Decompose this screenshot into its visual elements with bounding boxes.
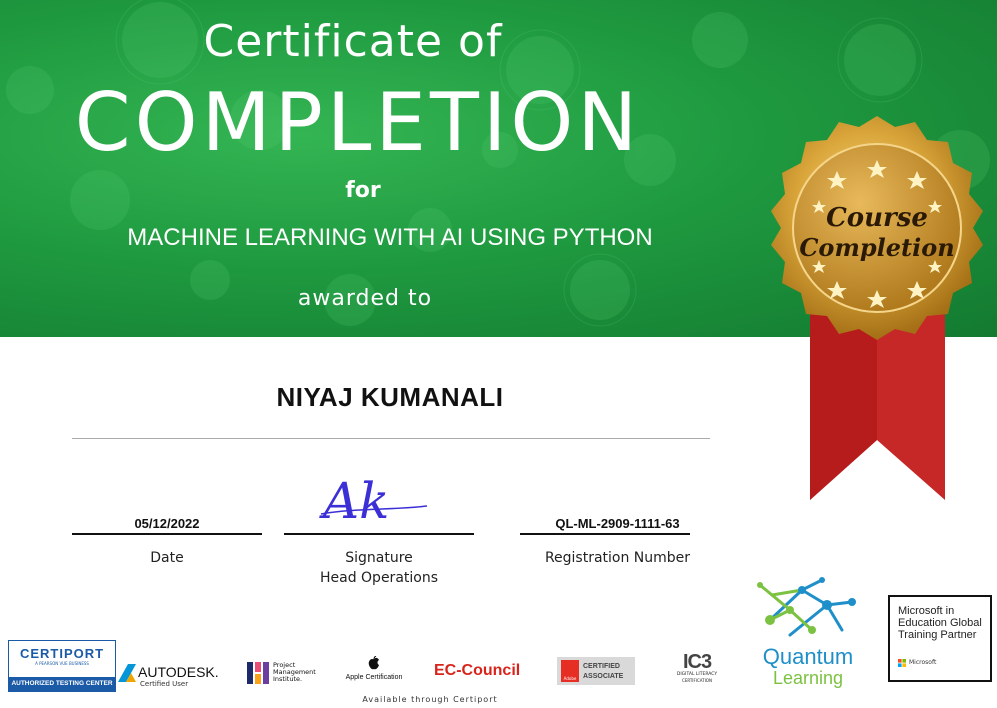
course-completion-seal — [745, 110, 997, 510]
certiport-sub: A PEARSON VUE BUSINESS — [35, 661, 89, 666]
ic3-name: IC3 — [682, 651, 712, 673]
ms-text-2: Education Global — [898, 617, 982, 629]
pmi-text-2: Management — [273, 668, 316, 676]
autodesk-icon — [118, 664, 136, 682]
signature-image — [315, 470, 445, 530]
date-value: 05/12/2022 — [134, 516, 200, 531]
signature-line — [284, 533, 474, 535]
registration-value: QL-ML-2909-1111-63 — [555, 516, 680, 531]
autodesk-name: AUTODESK. — [138, 664, 219, 680]
signature-label-line-2: Head Operations — [319, 570, 439, 586]
adobe-text-2: ASSOCIATE — [583, 673, 624, 680]
pmi-logo — [247, 662, 327, 690]
awarded-label: awarded to — [297, 286, 433, 311]
quantum-network-icon — [742, 560, 870, 650]
signature-label — [284, 548, 474, 588]
ms-text-3: Training Partner — [898, 629, 977, 641]
registration-label: Registration Number — [544, 550, 691, 566]
registration-line — [520, 533, 690, 535]
certiport-logo — [8, 640, 116, 692]
quantum-text-1: Quantum — [762, 644, 854, 669]
ec-council-logo: EC-Council — [434, 662, 521, 679]
ic3-sub-2: CERTIFICATION — [682, 678, 712, 683]
ms-brand: Microsoft — [909, 659, 937, 666]
certiport-band: AUTHORIZED TESTING CENTER — [9, 677, 115, 691]
pmi-text-3: Institute. — [273, 675, 303, 683]
certiport-name: CERTIPORT — [19, 646, 105, 661]
adobe-certified-associate-logo — [557, 657, 635, 685]
adobe-text-1: CERTIFIED — [583, 663, 620, 670]
title-line-2: COMPLETION — [74, 76, 642, 169]
ic3-sub-1: DIGITAL LITERACY — [676, 672, 718, 677]
name-underline — [72, 438, 710, 439]
svg-text:Ak: Ak — [323, 472, 390, 530]
date-label: Date — [150, 550, 184, 566]
apple-icon — [368, 656, 380, 670]
date-line — [72, 533, 262, 535]
course-title: MACHINE LEARNING WITH AI USING PYTHON — [127, 224, 653, 251]
quantum-text-2: Learning — [772, 668, 844, 688]
apple-certification-logo — [336, 656, 412, 688]
autodesk-sub: Certified User — [140, 680, 189, 688]
microsoft-partner-badge — [888, 595, 992, 682]
ms-text-1: Microsoft in — [898, 605, 955, 617]
adobe-icon: Adobe — [561, 660, 579, 682]
autodesk-logo — [118, 662, 228, 690]
title-line-1: Certificate of — [203, 16, 503, 67]
pmi-icon — [247, 662, 269, 684]
seal-text-line-2: Completion — [799, 233, 955, 262]
seal-text-line-1: Course — [826, 203, 928, 233]
pmi-text-1: Project — [273, 661, 296, 669]
signature-label-line-1: Signature — [345, 550, 413, 566]
microsoft-icon — [898, 659, 906, 667]
quantum-learning-logo — [742, 560, 870, 695]
for-label: for — [345, 178, 381, 203]
recipient-name: NIYAJ KUMANALI — [276, 382, 504, 412]
ic3-logo — [670, 652, 724, 686]
available-note: Available through Certiport — [362, 695, 498, 704]
apple-text: Apple Certification — [345, 674, 403, 681]
